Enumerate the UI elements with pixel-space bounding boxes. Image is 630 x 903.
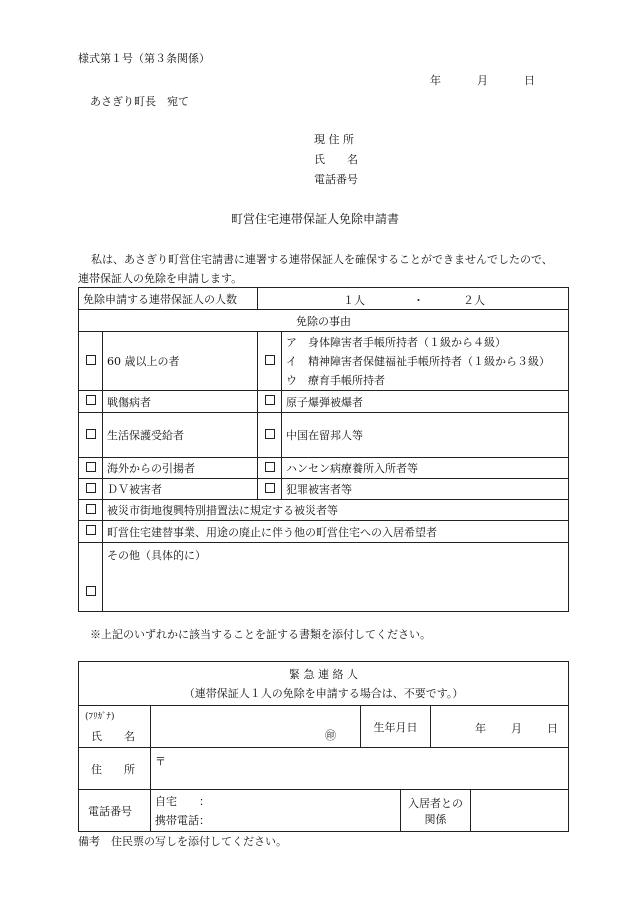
- emergency-subtitle: （連帯保証人１人の免除を申請する場合は、不要です。）: [183, 686, 464, 700]
- checkbox-dv[interactable]: [79, 479, 103, 500]
- guarantor-count-label: 免除申請する連帯保証人の人数: [79, 288, 258, 310]
- relation-label: 入居者との関係: [401, 790, 471, 832]
- exemption-table: [78, 287, 569, 612]
- intro-line-1: 私は、あさぎり町営住宅請書に連署する連帯保証人を確保することができませんでしたので、: [91, 253, 553, 266]
- applicant-address-label: 現 住 所: [314, 133, 354, 146]
- reason-war-injury: 戦傷病者: [103, 391, 258, 413]
- count-option-1[interactable]: １人: [343, 293, 365, 307]
- guarantor-count-options[interactable]: [258, 288, 569, 310]
- contact-address-field[interactable]: [151, 748, 569, 790]
- checkbox-disaster[interactable]: [79, 500, 103, 521]
- contact-name-label: 氏 名: [91, 729, 135, 743]
- dob-year: 年: [475, 721, 486, 735]
- remarks: 備考 住民票の写しを添付してください。: [78, 835, 287, 848]
- reason-60plus: 60 歳以上の者: [103, 332, 258, 391]
- seal-mark: ㊞: [325, 729, 336, 742]
- checkbox-rebuild[interactable]: [79, 521, 103, 543]
- disability-a: ア 身体障害者手帳所持者（１級から４級）: [286, 335, 506, 349]
- mobile-phone: 携帯電話：: [155, 813, 210, 827]
- reason-disaster: 被災市街地復興特別措置法に規定する被災者等: [103, 500, 569, 521]
- form-number: 様式第１号（第３条関係）: [78, 52, 210, 65]
- reason-welfare: 生活保護受給者: [103, 413, 258, 458]
- dob-label: 生年月日: [361, 706, 431, 748]
- dob-field[interactable]: [431, 706, 569, 748]
- postal-mark: 〒: [155, 755, 166, 768]
- reason-dv: ＤＶ被害者: [103, 479, 258, 500]
- checkbox-atomic-bomb[interactable]: [258, 391, 282, 413]
- furigana-label: (ﾌﾘｶﾞﾅ): [85, 711, 115, 722]
- reason-atomic-bomb: 原子爆弾被爆者: [282, 391, 569, 413]
- intro-line-2: 連帯保証人の免除を申請します。: [78, 272, 243, 285]
- emergency-header: [79, 662, 569, 706]
- reason-disability: [282, 332, 569, 391]
- reason-other: その他（具体的に）: [103, 543, 569, 612]
- checkbox-welfare[interactable]: [79, 413, 103, 458]
- checkbox-repatriate[interactable]: [79, 458, 103, 479]
- date-month: 月: [477, 74, 488, 87]
- contact-phone-field[interactable]: [151, 790, 401, 832]
- relation-field[interactable]: [471, 790, 569, 832]
- contact-phone-label: 電話番号: [79, 790, 151, 832]
- applicant-name-label: 氏 名: [314, 153, 358, 166]
- checkbox-hansen[interactable]: [258, 458, 282, 479]
- home-phone: 自宅 ：: [155, 794, 210, 808]
- reason-china-residents: 中国在留邦人等: [282, 413, 569, 458]
- dob-day: 日: [547, 721, 558, 735]
- reason-header: 免除の事由: [79, 310, 569, 332]
- addressee: あさぎり町長 宛て: [90, 95, 189, 108]
- disability-c: ウ 療育手帳所持者: [286, 373, 385, 387]
- reason-rebuild: 町営住宅建替事業、用途の廃止に伴う他の町営住宅への入居希望者: [103, 521, 569, 543]
- disability-b: イ 精神障害者保健福祉手帳所持者（１級から３級）: [286, 354, 550, 368]
- reason-hansen: ハンセン病療養所入所者等: [282, 458, 569, 479]
- form-title: 町営住宅連帯保証人免除申請書: [230, 212, 399, 226]
- emergency-title: 緊 急 連 絡 人: [289, 667, 359, 681]
- applicant-phone-label: 電話番号: [314, 173, 358, 186]
- emergency-contact-table: [78, 661, 569, 832]
- attachment-note: ※上記のいずれかに該当することを証する書類を添付してください。: [90, 628, 431, 641]
- reason-crime-victim: 犯罪被害者等: [282, 479, 569, 500]
- checkbox-crime-victim[interactable]: [258, 479, 282, 500]
- checkbox-other[interactable]: [79, 543, 103, 612]
- checkbox-war-injury[interactable]: [79, 391, 103, 413]
- count-separator: ・: [413, 293, 424, 307]
- reason-repatriate: 海外からの引揚者: [103, 458, 258, 479]
- contact-name-field[interactable]: [151, 706, 361, 748]
- dob-month: 月: [511, 721, 522, 735]
- checkbox-60plus[interactable]: [79, 332, 103, 391]
- contact-address-label: 住 所: [79, 748, 151, 790]
- checkbox-china-residents[interactable]: [258, 413, 282, 458]
- contact-name-label-cell: [79, 706, 151, 748]
- checkbox-disability[interactable]: [258, 332, 282, 391]
- count-option-2[interactable]: ２人: [463, 293, 485, 307]
- date-day: 日: [524, 74, 535, 87]
- date-year: 年: [430, 74, 441, 87]
